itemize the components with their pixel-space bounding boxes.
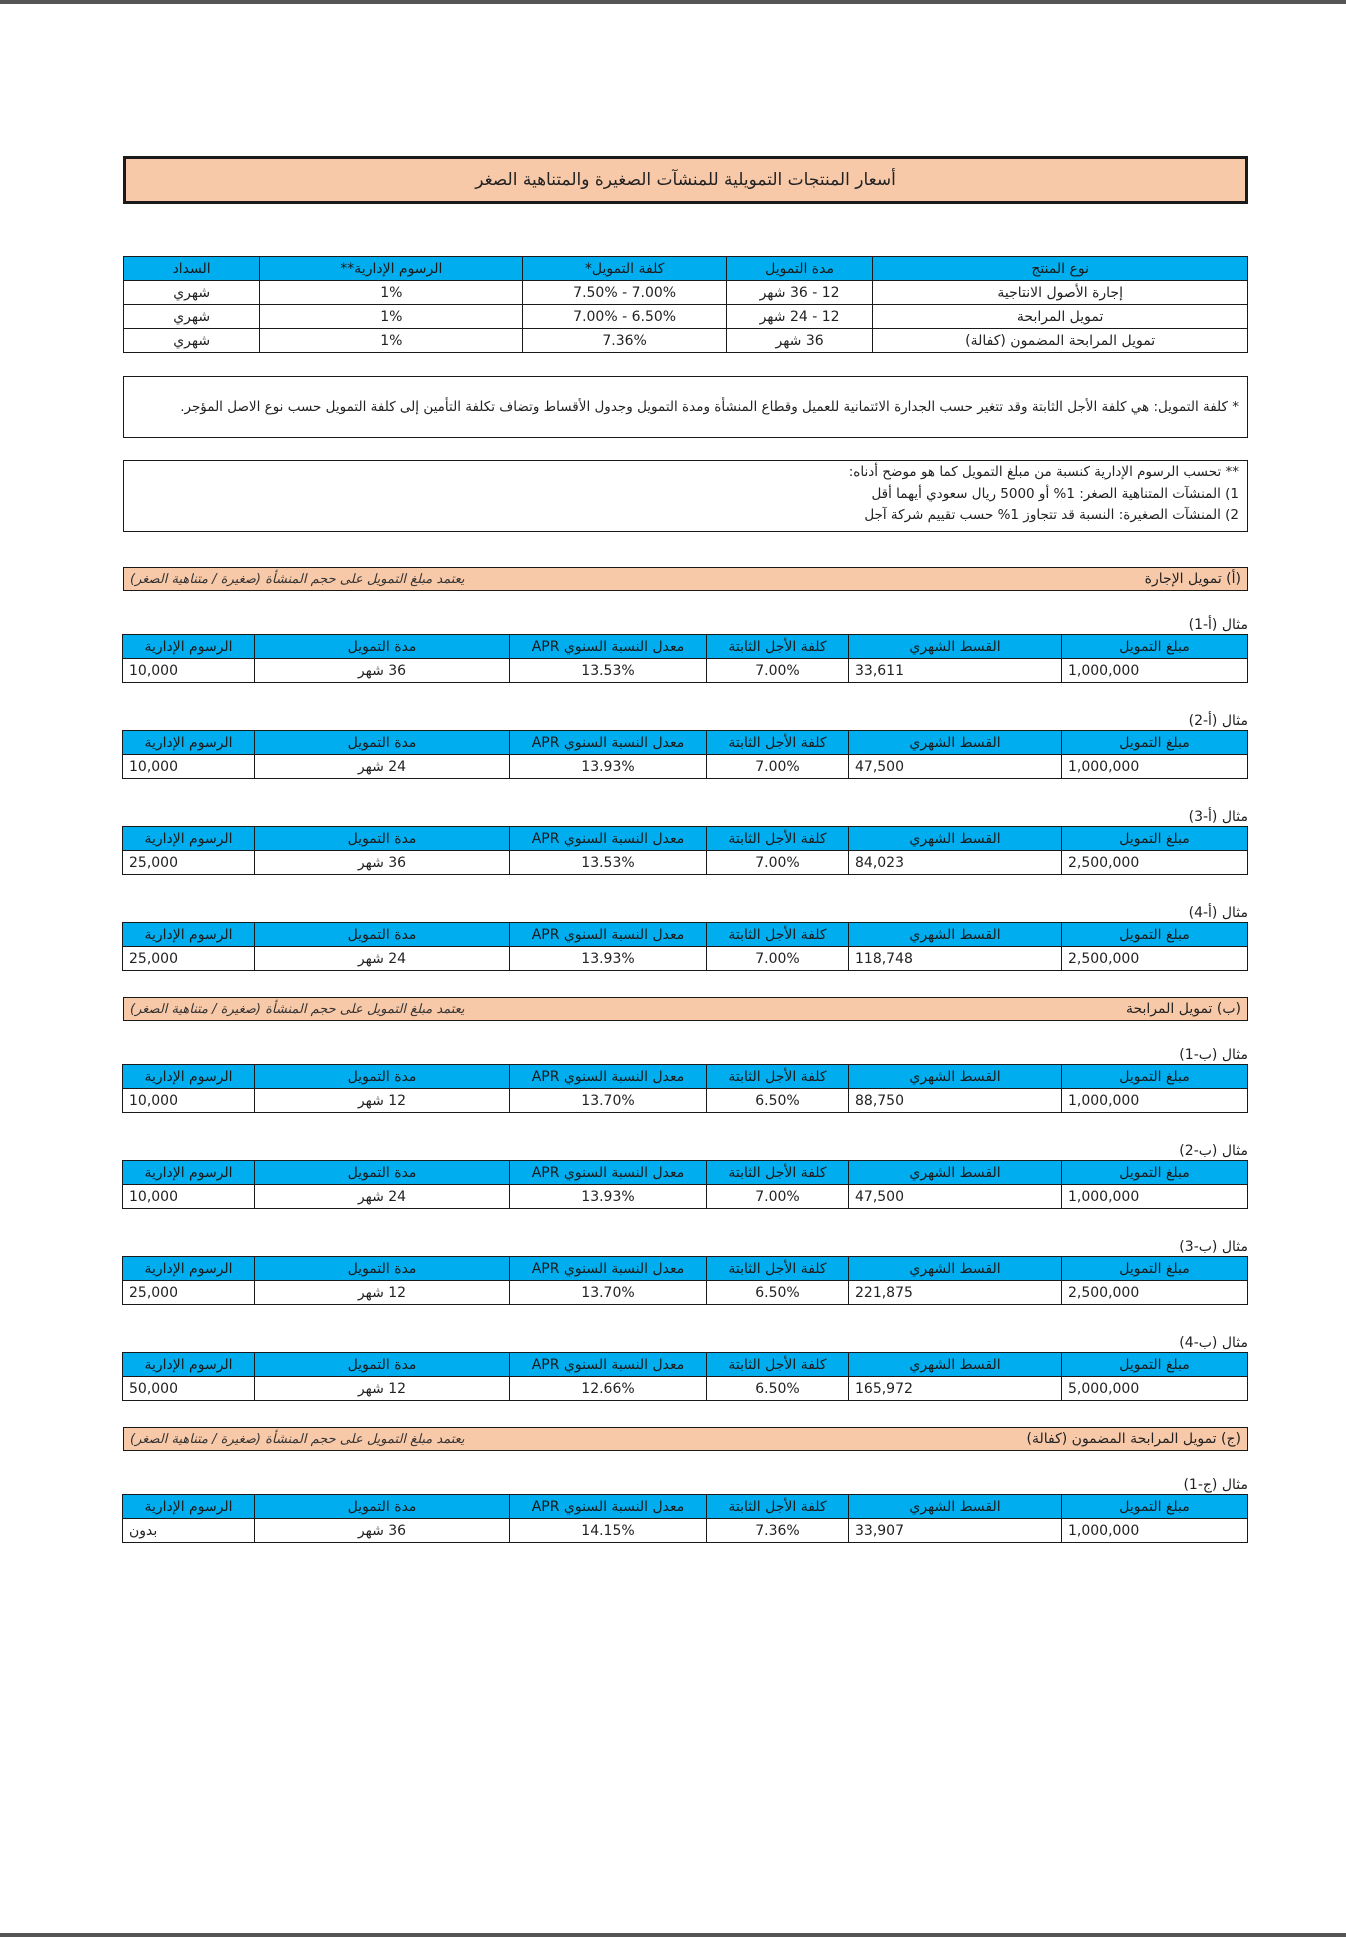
cell-product: تمويل المرابحة المضمون (كفالة)	[873, 329, 1248, 353]
header-fixed-cost: كلفة الأجل الثابتة	[707, 1257, 849, 1281]
cell-repayment: شهري	[124, 305, 260, 329]
page-title: أسعار المنتجات التمويلية للمنشآت الصغيرة والمتناهية الصغر	[475, 170, 896, 190]
section-note: يعتمد مبلغ التمويل على حجم المنشأة (صغيرة / متناهية الصغر)	[130, 571, 465, 587]
header-apr: معدل النسبة السنوي APR	[510, 1353, 707, 1377]
section-title: (ب) تمويل المرابحة	[1125, 1001, 1241, 1017]
section-note: يعتمد مبلغ التمويل على حجم المنشأة (صغيرة / متناهية الصغر)	[130, 1001, 465, 1017]
header-amount: مبلغ التمويل	[1062, 923, 1248, 947]
cell-fixed-cost: 7.00%	[707, 947, 849, 971]
cell-apr: 13.53%	[510, 659, 707, 683]
cell-duration: 24 شهر	[255, 947, 510, 971]
cell-installment: 47,500	[849, 755, 1062, 779]
header-fixed-cost: كلفة الأجل الثابتة	[707, 731, 849, 755]
header-fixed-cost: كلفة الأجل الثابتة	[707, 1161, 849, 1185]
cell-fees: 1%	[260, 305, 523, 329]
table-row	[124, 281, 1248, 305]
summary-table-wrap	[123, 256, 1248, 353]
example-block	[123, 1238, 1248, 1305]
example-label: مثال (ب-2)	[1179, 1143, 1248, 1159]
header-installment: القسط الشهري	[849, 827, 1062, 851]
cell-fixed-cost: 6.50%	[707, 1281, 849, 1305]
header-duration: مدة التمويل	[255, 1495, 510, 1519]
example-label: مثال (أ-3)	[1188, 809, 1248, 825]
fees-note-line: 1) المنشآت المتناهية الصغر: 1% أو 5000 ريال سعودي أيهما أقل	[871, 485, 1239, 502]
cell-apr: 13.93%	[510, 755, 707, 779]
header-installment: القسط الشهري	[849, 1353, 1062, 1377]
header-duration: مدة التمويل	[255, 1353, 510, 1377]
cell-admin-fees: 10,000	[123, 659, 255, 683]
example-header-row	[123, 1065, 1248, 1089]
cell-admin-fees: 10,000	[123, 755, 255, 779]
table-row	[123, 1519, 1248, 1543]
cell-fixed-cost: 7.00%	[707, 1185, 849, 1209]
example-table	[122, 1064, 1248, 1113]
cell-amount: 2,500,000	[1062, 947, 1248, 971]
example-block	[123, 616, 1248, 683]
header-admin-fees: الرسوم الإدارية	[123, 1161, 255, 1185]
cell-duration: 12 شهر	[255, 1281, 510, 1305]
section-header	[123, 567, 1248, 591]
cell-duration: 36 شهر	[255, 851, 510, 875]
cell-apr: 12.66%	[510, 1377, 707, 1401]
header-duration: مدة التمويل	[255, 1257, 510, 1281]
header-fixed-cost: كلفة الأجل الثابتة	[707, 1353, 849, 1377]
header-installment: القسط الشهري	[849, 1161, 1062, 1185]
fees-note-line: 2) المنشآت الصغيرة: النسبة قد تتجاوز 1% حسب تقييم شركة آجل	[864, 507, 1239, 523]
header-apr: معدل النسبة السنوي APR	[510, 1065, 707, 1089]
header-amount: مبلغ التمويل	[1062, 731, 1248, 755]
example-label: مثال (ب-4)	[1179, 1335, 1248, 1351]
cell-admin-fees: بدون	[123, 1519, 255, 1543]
header-admin-fees: الرسوم الإدارية	[123, 827, 255, 851]
example-label: مثال (أ-4)	[1188, 905, 1248, 921]
header-fixed-cost: كلفة الأجل الثابتة	[707, 1495, 849, 1519]
header-admin-fees: الرسوم الإدارية**	[260, 257, 523, 281]
header-admin-fees: الرسوم الإدارية	[123, 635, 255, 659]
table-row	[123, 659, 1248, 683]
example-header-row	[123, 1495, 1248, 1519]
page-title-box	[123, 156, 1248, 204]
cell-admin-fees: 10,000	[123, 1089, 255, 1113]
section-header	[123, 1427, 1248, 1451]
cost-note-box	[123, 376, 1248, 438]
header-duration: مدة التمويل	[255, 635, 510, 659]
example-table	[122, 1160, 1248, 1209]
cell-amount: 2,500,000	[1062, 851, 1248, 875]
header-duration: مدة التمويل	[255, 1161, 510, 1185]
fees-note-box	[123, 460, 1248, 532]
cell-duration: 12 - 36 شهر	[726, 281, 873, 305]
header-installment: القسط الشهري	[849, 1495, 1062, 1519]
cell-duration: 36 شهر	[726, 329, 873, 353]
header-repayment: السداد	[124, 257, 260, 281]
header-duration: مدة التمويل	[255, 827, 510, 851]
header-duration: مدة التمويل	[255, 923, 510, 947]
cell-cost: 7.00% - 7.50%	[523, 281, 726, 305]
header-installment: القسط الشهري	[849, 731, 1062, 755]
cell-fixed-cost: 6.50%	[707, 1377, 849, 1401]
example-header-row	[123, 1161, 1248, 1185]
cell-fixed-cost: 7.00%	[707, 659, 849, 683]
header-apr: معدل النسبة السنوي APR	[510, 731, 707, 755]
cell-fixed-cost: 7.00%	[707, 755, 849, 779]
example-table	[122, 826, 1248, 875]
cell-installment: 84,023	[849, 851, 1062, 875]
header-apr: معدل النسبة السنوي APR	[510, 635, 707, 659]
cell-fees: 1%	[260, 281, 523, 305]
table-row	[123, 1185, 1248, 1209]
section-title: (أ) تمويل الإجارة	[1144, 571, 1241, 587]
example-header-row	[123, 1353, 1248, 1377]
cell-amount: 2,500,000	[1062, 1281, 1248, 1305]
example-block	[123, 1476, 1248, 1543]
header-amount: مبلغ التمويل	[1062, 1495, 1248, 1519]
summary-header-row	[124, 257, 1248, 281]
example-block	[123, 712, 1248, 779]
fees-note-line: ** تحسب الرسوم الإدارية كنسبة من مبلغ التمويل كما هو موضح أدناه:	[848, 464, 1239, 480]
example-header-row	[123, 923, 1248, 947]
cell-installment: 221,875	[849, 1281, 1062, 1305]
header-duration: مدة التمويل	[255, 1065, 510, 1089]
cell-apr: 13.70%	[510, 1281, 707, 1305]
cell-admin-fees: 25,000	[123, 947, 255, 971]
cell-fixed-cost: 7.00%	[707, 851, 849, 875]
cell-cost: 6.50% - 7.00%	[523, 305, 726, 329]
header-amount: مبلغ التمويل	[1062, 635, 1248, 659]
cell-amount: 1,000,000	[1062, 659, 1248, 683]
cell-admin-fees: 10,000	[123, 1185, 255, 1209]
header-amount: مبلغ التمويل	[1062, 1065, 1248, 1089]
cell-amount: 1,000,000	[1062, 1089, 1248, 1113]
header-admin-fees: الرسوم الإدارية	[123, 731, 255, 755]
cell-installment: 118,748	[849, 947, 1062, 971]
cell-installment: 47,500	[849, 1185, 1062, 1209]
cell-amount: 1,000,000	[1062, 1185, 1248, 1209]
section-note: يعتمد مبلغ التمويل على حجم المنشأة (صغيرة / متناهية الصغر)	[130, 1431, 465, 1447]
cell-fixed-cost: 6.50%	[707, 1089, 849, 1113]
example-block	[123, 1046, 1248, 1113]
header-amount: مبلغ التمويل	[1062, 1161, 1248, 1185]
header-duration: مدة التمويل	[255, 731, 510, 755]
header-apr: معدل النسبة السنوي APR	[510, 1161, 707, 1185]
cell-amount: 5,000,000	[1062, 1377, 1248, 1401]
example-label: مثال (ب-3)	[1179, 1239, 1248, 1255]
cell-fixed-cost: 7.36%	[707, 1519, 849, 1543]
cell-installment: 165,972	[849, 1377, 1062, 1401]
table-row	[123, 851, 1248, 875]
header-fixed-cost: كلفة الأجل الثابتة	[707, 1065, 849, 1089]
header-admin-fees: الرسوم الإدارية	[123, 1495, 255, 1519]
cell-duration: 24 شهر	[255, 1185, 510, 1209]
cell-apr: 14.15%	[510, 1519, 707, 1543]
example-label: مثال (ب-1)	[1179, 1047, 1248, 1063]
table-row	[124, 305, 1248, 329]
section-title: (ج) تمويل المرابحة المضمون (كفالة)	[1026, 1431, 1241, 1447]
cost-note-text: * كلفة التمويل: هي كلفة الأجل الثابتة وقد تتغير حسب الجدارة الائتمانية للعميل وقطاع المنشأة ومدة التمويل وجدول الأقساط وتضاف تكلفة التأمين إلى كلفة التمويل حسب نوع الاصل المؤجر.	[180, 398, 1239, 415]
example-block	[123, 808, 1248, 875]
header-amount: مبلغ التمويل	[1062, 827, 1248, 851]
header-installment: القسط الشهري	[849, 1065, 1062, 1089]
cell-product: إجارة الأصول الانتاجية	[873, 281, 1248, 305]
header-admin-fees: الرسوم الإدارية	[123, 1257, 255, 1281]
cell-repayment: شهري	[124, 281, 260, 305]
example-table	[122, 730, 1248, 779]
cell-amount: 1,000,000	[1062, 1519, 1248, 1543]
header-amount: مبلغ التمويل	[1062, 1257, 1248, 1281]
cell-installment: 33,611	[849, 659, 1062, 683]
example-block	[123, 1334, 1248, 1401]
table-row	[124, 329, 1248, 353]
table-row	[123, 947, 1248, 971]
example-table	[122, 634, 1248, 683]
example-label: مثال (أ-2)	[1188, 713, 1248, 729]
example-block	[123, 904, 1248, 971]
table-row	[123, 1281, 1248, 1305]
example-table	[122, 1352, 1248, 1401]
cell-installment: 33,907	[849, 1519, 1062, 1543]
table-row	[123, 1377, 1248, 1401]
cell-admin-fees: 25,000	[123, 1281, 255, 1305]
cell-apr: 13.53%	[510, 851, 707, 875]
example-block	[123, 1142, 1248, 1209]
header-duration: مدة التمويل	[726, 257, 873, 281]
header-apr: معدل النسبة السنوي APR	[510, 923, 707, 947]
header-fixed-cost: كلفة الأجل الثابتة	[707, 635, 849, 659]
header-fixed-cost: كلفة الأجل الثابتة	[707, 827, 849, 851]
cell-repayment: شهري	[124, 329, 260, 353]
cell-cost: 7.36%	[523, 329, 726, 353]
header-product-type: نوع المنتج	[873, 257, 1248, 281]
header-installment: القسط الشهري	[849, 1257, 1062, 1281]
cell-duration: 12 شهر	[255, 1089, 510, 1113]
cell-duration: 12 - 24 شهر	[726, 305, 873, 329]
cell-fees: 1%	[260, 329, 523, 353]
header-apr: معدل النسبة السنوي APR	[510, 827, 707, 851]
cell-admin-fees: 25,000	[123, 851, 255, 875]
table-row	[123, 1089, 1248, 1113]
header-apr: معدل النسبة السنوي APR	[510, 1495, 707, 1519]
example-table	[122, 1256, 1248, 1305]
example-table	[122, 922, 1248, 971]
cell-admin-fees: 50,000	[123, 1377, 255, 1401]
header-admin-fees: الرسوم الإدارية	[123, 1065, 255, 1089]
example-table	[122, 1494, 1248, 1543]
cell-duration: 12 شهر	[255, 1377, 510, 1401]
example-header-row	[123, 827, 1248, 851]
example-header-row	[123, 731, 1248, 755]
example-header-row	[123, 635, 1248, 659]
header-fixed-cost: كلفة الأجل الثابتة	[707, 923, 849, 947]
header-amount: مبلغ التمويل	[1062, 1353, 1248, 1377]
cell-product: تمويل المرابحة	[873, 305, 1248, 329]
cell-duration: 36 شهر	[255, 1519, 510, 1543]
cell-apr: 13.70%	[510, 1089, 707, 1113]
example-label: مثال (أ-1)	[1188, 617, 1248, 633]
cell-duration: 24 شهر	[255, 755, 510, 779]
cell-apr: 13.93%	[510, 1185, 707, 1209]
header-admin-fees: الرسوم الإدارية	[123, 923, 255, 947]
header-apr: معدل النسبة السنوي APR	[510, 1257, 707, 1281]
header-cost: كلفة التمويل*	[523, 257, 726, 281]
summary-table	[123, 256, 1248, 353]
header-admin-fees: الرسوم الإدارية	[123, 1353, 255, 1377]
header-installment: القسط الشهري	[849, 635, 1062, 659]
example-header-row	[123, 1257, 1248, 1281]
cell-installment: 88,750	[849, 1089, 1062, 1113]
cell-apr: 13.93%	[510, 947, 707, 971]
example-label: مثال (ج-1)	[1183, 1477, 1248, 1493]
section-header	[123, 997, 1248, 1021]
cell-duration: 36 شهر	[255, 659, 510, 683]
table-row	[123, 755, 1248, 779]
cell-amount: 1,000,000	[1062, 755, 1248, 779]
header-installment: القسط الشهري	[849, 923, 1062, 947]
